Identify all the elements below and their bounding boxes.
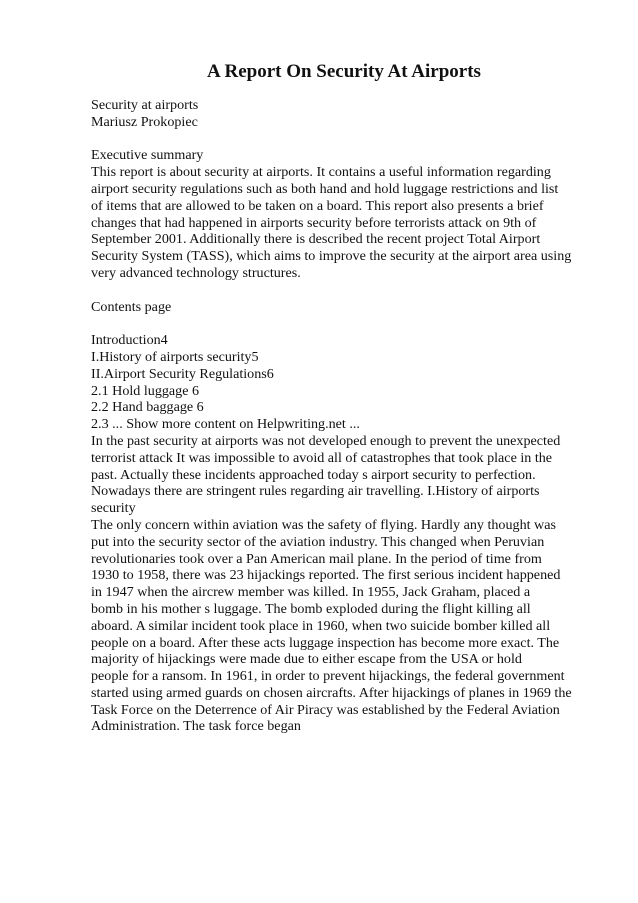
paragraph-line: people for a ransom. In 1961, in order to prevent hijackings, the federal government [91,668,565,685]
contents-item: I.History of airports security5 [91,348,259,365]
paragraph-line: Nowadays there are stringent rules regarding air travelling. I.History of airports [91,483,540,500]
paragraph-line: Administration. The task force began [91,718,301,735]
paragraph-line: bomb in his mother s luggage. The bomb exploded during the flight killing all [91,600,531,617]
spacer [91,282,591,299]
summary-line: airport security regulations such as both hand and hold luggage restrictions and list [91,180,559,197]
contents-item: 2.2 Hand baggage 6 [91,399,204,416]
history-paragraph [91,517,591,735]
spacer [91,131,591,148]
paragraph-line: 1930 to 1958, there was 23 hijackings reported. The first serious incident happened [91,567,561,584]
summary-line: very advanced technology structures. [91,264,301,281]
paragraph-line: Task Force on the Deterrence of Air Piracy was established by the Federal Aviation [91,701,560,718]
header-line: Security at airports [91,97,199,113]
contents-heading: Contents page [91,298,172,315]
paragraph-line: people on a board. After these acts luggage inspection has become more exact. The [91,634,560,651]
header-block [91,97,591,131]
contents-item: II.Airport Security Regulations6 [91,365,274,382]
paragraph-line: revolutionaries took over a Pan American mail plane. In the period of time from [91,550,542,567]
contents-list [91,332,591,433]
document-title: A Report On Security At Airports [207,61,481,82]
executive-summary [91,147,591,281]
paragraph-line: put into the security sector of the aviation industry. This changed when Peruvian [91,533,545,550]
contents-item: 2.3 ... Show more content on Helpwriting.net ... [91,416,360,433]
header-line: Mariusz Prokopiec [91,113,198,130]
paragraph-line: security [91,500,136,517]
paragraph-line: terrorist attack It was impossible to avoid all of catastrophes that took place in the [91,449,553,466]
paragraph-line: aboard. A similar incident took place in 1960, when two suicide bomber killed all [91,617,551,634]
summary-line: Security System (TASS), which aims to improve the security at the airport area using [91,248,572,265]
paragraph-line: in 1947 when the aircrew member was killed. In 1955, Jack Graham, placed a [91,584,531,601]
spacer [91,315,591,332]
summary-line: changes that had happened in airports security before terrorists attack on 9th of [91,214,537,231]
paragraph-line: started using armed guards on chosen aircrafts. After hijackings of planes in 1969 the [91,684,572,701]
summary-heading: Executive summary [91,147,204,164]
paragraph-line: majority of hijackings were made due to either escape from the USA or hold [91,651,522,668]
summary-line: of items that are allowed to be taken on a board. This report also presents a brief [91,197,544,214]
summary-line: September 2001. Additionally there is described the recent project Total Airport [91,231,541,248]
paragraph-line: In the past security at airports was not developed enough to prevent the unexpected [91,432,561,449]
document-body [91,97,591,735]
paragraph-line: The only concern within aviation was the safety of flying. Hardly any thought was [91,516,556,533]
intro-paragraph [91,433,591,517]
contents-item: Introduction4 [91,332,168,349]
contents-item: 2.1 Hold luggage 6 [91,382,200,399]
summary-line: This report is about security at airports. It contains a useful information regarding [91,164,551,181]
paragraph-line: past. Actually these incidents approached today s airport security to perfection. [91,466,536,483]
